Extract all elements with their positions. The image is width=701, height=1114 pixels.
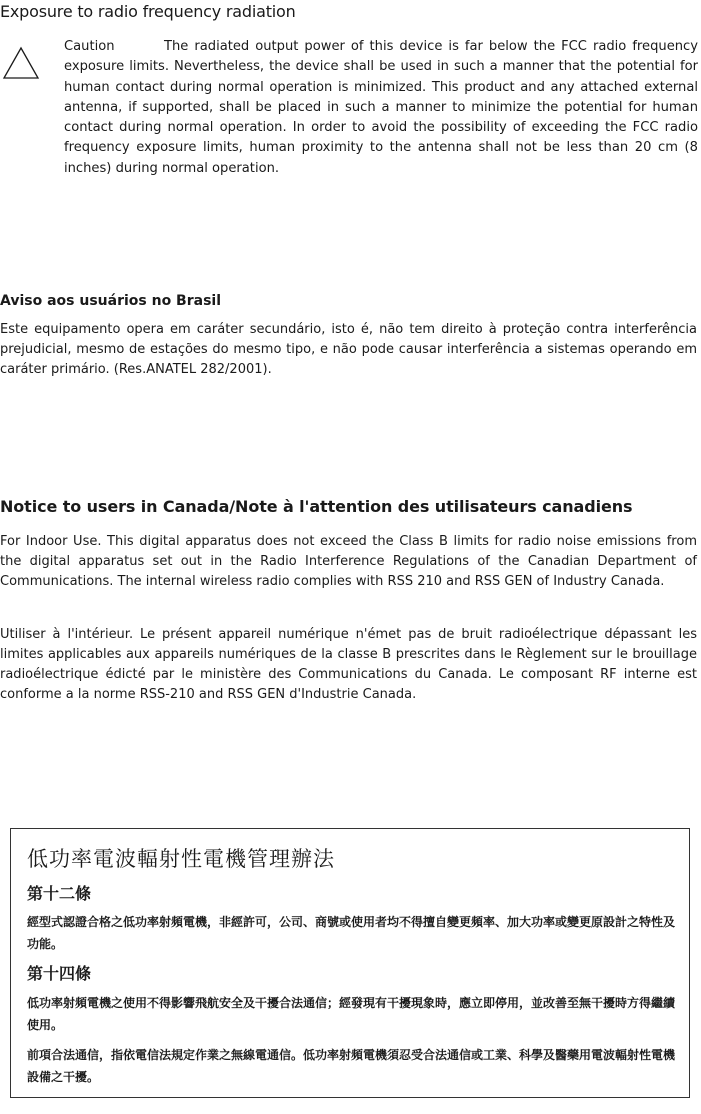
article-14-text-1: 低功率射頻電機之使用不得影響飛航安全及干擾合法通信；經發現有干擾現象時，應立即停用，並改善至無干擾時方得繼續使用。 (27, 996, 676, 1032)
article-14-heading: 第十四條 (27, 964, 92, 983)
canada-notice-title: Notice to users in Canada/Note à l'attention des utilisateurs canadiens (0, 497, 633, 516)
article-12-heading: 第十二條 (27, 884, 92, 903)
taiwan-notice-box (10, 828, 690, 1098)
brasil-notice-text: Este equipamento opera em caráter secundário, isto é, não tem direito à proteção contra interferência prejudicial, mesmo de estações do mesmo tipo, e não pode causar interferência a sistemas operando em caráter primário. (Res.ANATEL 282/2001). (0, 322, 697, 377)
caution-paragraph (64, 37, 698, 179)
taiwan-notice-title: 低功率電波輻射性電機管理辦法 (27, 847, 335, 871)
rf-exposure-title: Exposure to radio frequency radiation (0, 2, 296, 21)
brasil-notice-title: Aviso aos usuários no Brasil (0, 293, 222, 309)
caution-label: Caution (64, 39, 115, 54)
article-14-text-2: 前項合法通信，指依電信法規定作業之無線電通信。低功率射頻電機須忍受合法通信或工業、科學及醫藥用電波輻射性電機設備之干擾。 (27, 1048, 676, 1084)
caution-text: The radiated output power of this device is far below the FCC radio frequency exposure limits. Nevertheless, the device shall be used in such a manner that the potential for human contact during normal operation is minimized. This product and any attached external antenna, if supported, shall be placed in such a manner to minimize the potential for human contact during normal operation. In order to avoid the possibility of exceeding the FCC radio frequency exposure limits, human proximity to the antenna shall not be less than 20 cm (8 inches) during normal operation. (64, 39, 698, 176)
canada-notice-english: For Indoor Use. This digital apparatus does not exceed the Class B limits for radio noise emissions from the digital apparatus set out in the Radio Interference Regulations of the Canadian Department of Communications. The internal wireless radio complies with RSS 210 and RSS GEN of Industry Canada. (0, 534, 697, 589)
article-12-text: 經型式認證合格之低功率射頻電機，非經許可，公司、商號或使用者均不得擅自變更頻率、加大功率或變更原設計之特性及功能。 (27, 915, 676, 951)
caution-triangle-icon (2, 46, 40, 80)
canada-notice-french: Utiliser à l'intérieur. Le présent appareil numérique n'émet pas de bruit radioélectrique dépassant les limites applicables aux appareils numériques de la classe B prescrites dans le Règlement sur le brouillage radioélectrique édicté par le ministère des Communications du Canada. Le composant RF interne est conforme a la norme RSS-210 and RSS GEN d'Industrie Canada. (0, 627, 697, 702)
